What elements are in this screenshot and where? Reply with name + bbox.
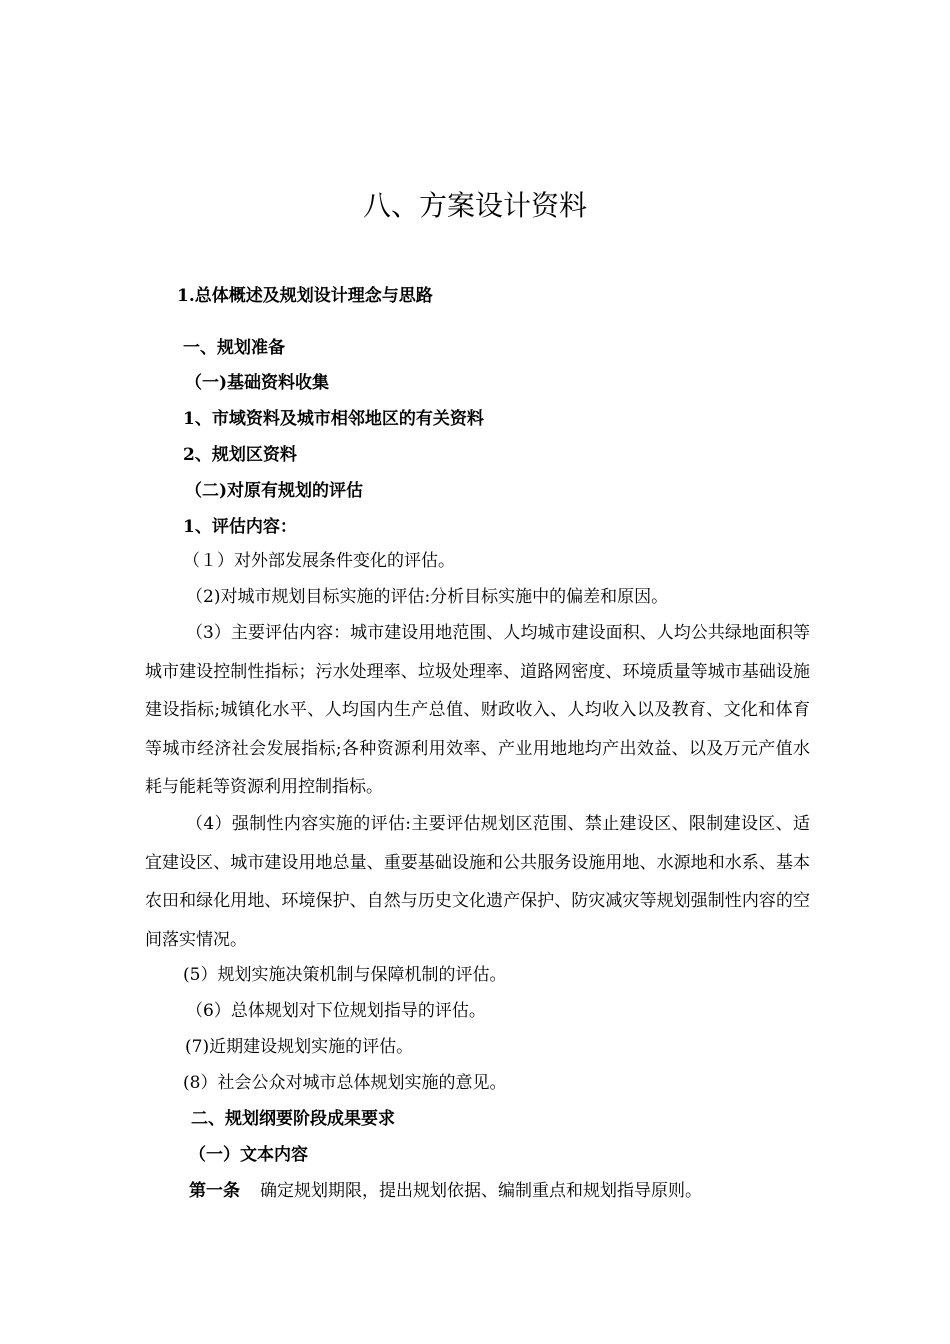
list-item: (5）规划实施决策机制与保障机制的评估。 [183,965,507,985]
list-item: （6）总体规划对下位规划指导的评估。 [186,1001,486,1021]
chapter-heading: 一、规划准备 [183,338,285,358]
section-heading: 1.总体概述及规划设计理念与思路 [177,286,433,306]
article-line [189,1179,702,1203]
list-item: 1、评估内容： [183,517,297,537]
subsection-heading: （二)对原有规划的评估 [185,481,364,501]
list-item: (7)近期建设规划实施的评估。 [185,1037,414,1057]
list-item: （2)对城市规划目标实施的评估:分析目标实施中的偏差和原因。 [186,587,669,607]
page-title: 八、方案设计资料 [362,189,587,222]
subsection-heading: （一）文本内容 [189,1145,308,1165]
article-text: 确定规划期限，提出规划依据、编制重点和规划指导原则。 [260,1181,702,1201]
paragraph-3: （3）主要评估内容：城市建设用地范围、人均城市建设面积、人均公共绿地面积等城市建设控制性指标；污水处理率、垃圾处理率、道路网密度、环境质量等城市基础设施建设指标;城镇化水平、人均国内生产总值、财政收入、人均收入以及教育、文化和体育等城市经济社会发展指标;各种资源利用效率、产业用地地均产出效益、以及万元产值水耗与能耗等资源利用控制指标。 [145,623,810,797]
list-item: （１）对外部发展条件变化的评估。 [183,551,455,571]
chapter-heading: 二、规划纲要阶段成果要求 [191,1109,395,1129]
list-item: (8）社会公众对城市总体规划实施的意见。 [183,1073,507,1093]
article-label: 第一条 [189,1181,240,1201]
subsection-heading: （一)基础资料收集 [185,373,330,393]
paragraph-4: （4）强制性内容实施的评估:主要评估规划区范围、禁止建设区、限制建设区、适宜建设区、城市建设用地总量、重要基础设施和公共服务设施用地、水源地和水系、基本农田和绿化用地、环境保护、自然与历史文化遗产保护、防灾减灾等规划强制性内容的空间落实情况。 [145,814,810,950]
list-item: 2、规划区资料 [183,445,297,465]
list-item: 1、市域资料及城市相邻地区的有关资料 [183,409,484,429]
